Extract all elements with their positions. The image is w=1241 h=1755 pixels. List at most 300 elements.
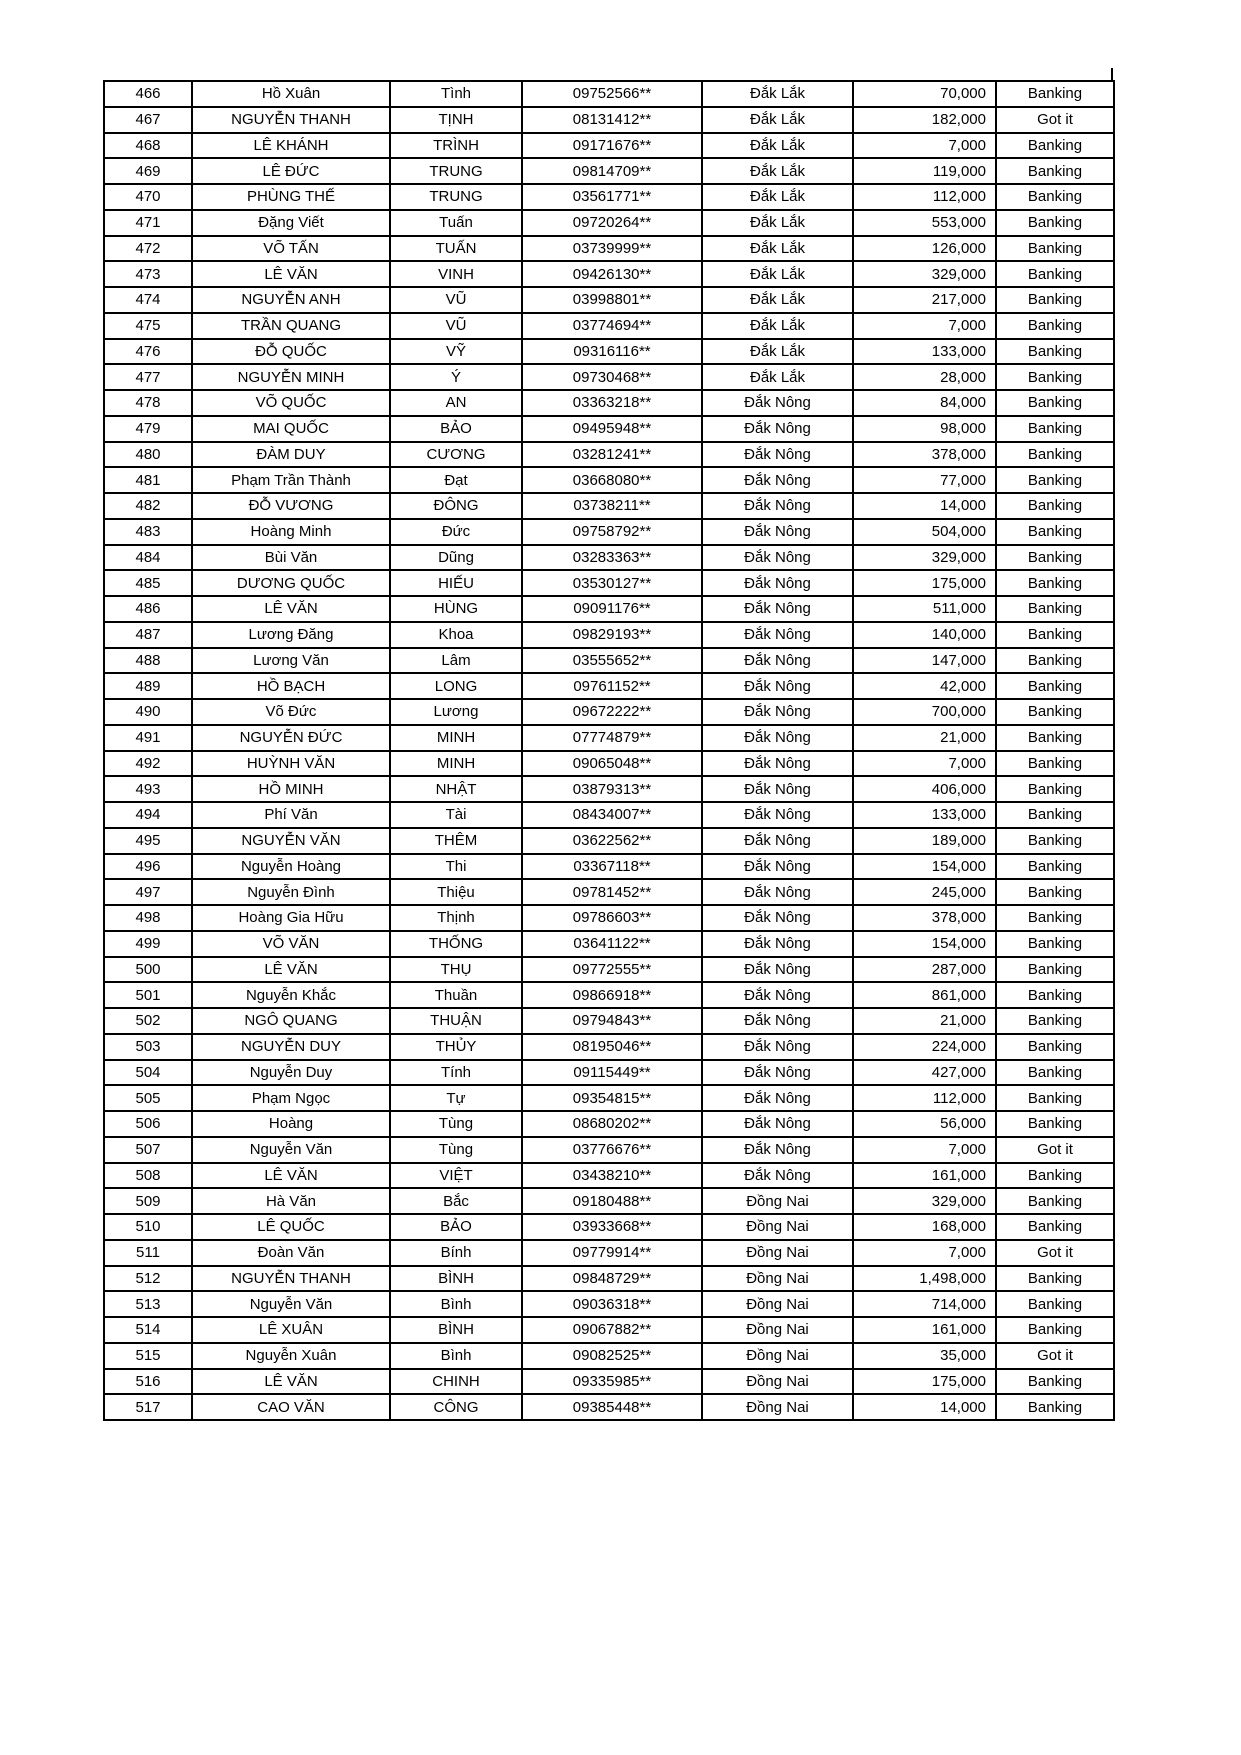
phone-masked-cell: 07774879** (522, 725, 702, 751)
province-cell: Đắk Nông (702, 699, 853, 725)
phone-masked-cell: 09385448** (522, 1394, 702, 1420)
amount-cell: 861,000 (853, 982, 996, 1008)
table-row (104, 1240, 1114, 1266)
row-number-cell: 508 (104, 1163, 192, 1189)
row-number-cell: 487 (104, 622, 192, 648)
row-number-cell: 500 (104, 957, 192, 983)
table-row (104, 545, 1114, 571)
amount-cell: 21,000 (853, 1008, 996, 1034)
given-name-cell: CÔNG (390, 1394, 522, 1420)
amount-cell: 77,000 (853, 467, 996, 493)
phone-masked-cell: 09495948** (522, 416, 702, 442)
table-row (104, 81, 1114, 107)
given-name-cell: Thi (390, 854, 522, 880)
province-cell: Đắk Nông (702, 751, 853, 777)
given-name-cell: VINH (390, 261, 522, 287)
payment-method-cell: Banking (996, 467, 1114, 493)
first-middle-name-cell: TRẦN QUANG (192, 313, 390, 339)
first-middle-name-cell: LÊ VĂN (192, 1163, 390, 1189)
payment-method-cell: Banking (996, 751, 1114, 777)
phone-masked-cell: 03438210** (522, 1163, 702, 1189)
phone-masked-cell: 09779914** (522, 1240, 702, 1266)
province-cell: Đắk Lắk (702, 81, 853, 107)
first-middle-name-cell: Hoàng (192, 1111, 390, 1137)
phone-masked-cell: 09171676** (522, 133, 702, 159)
phone-masked-cell: 09115449** (522, 1060, 702, 1086)
row-number-cell: 469 (104, 158, 192, 184)
table-row (104, 648, 1114, 674)
payment-method-cell: Banking (996, 905, 1114, 931)
given-name-cell: THUẬN (390, 1008, 522, 1034)
given-name-cell: Khoa (390, 622, 522, 648)
first-middle-name-cell: Đoàn Văn (192, 1240, 390, 1266)
amount-cell: 378,000 (853, 905, 996, 931)
given-name-cell: BÌNH (390, 1317, 522, 1343)
phone-masked-cell: 03668080** (522, 467, 702, 493)
given-name-cell: CHINH (390, 1369, 522, 1395)
phone-masked-cell: 03555652** (522, 648, 702, 674)
payment-method-cell: Banking (996, 133, 1114, 159)
phone-masked-cell: 09426130** (522, 261, 702, 287)
row-number-cell: 480 (104, 442, 192, 468)
payment-method-cell: Banking (996, 236, 1114, 262)
given-name-cell: THỦY (390, 1034, 522, 1060)
phone-masked-cell: 09829193** (522, 622, 702, 648)
province-cell: Đắk Lắk (702, 339, 853, 365)
row-number-cell: 491 (104, 725, 192, 751)
given-name-cell: Đạt (390, 467, 522, 493)
first-middle-name-cell: NGUYỄN THANH (192, 1266, 390, 1292)
first-middle-name-cell: VÕ TẤN (192, 236, 390, 262)
table-row (104, 107, 1114, 133)
first-middle-name-cell: VÕ QUỐC (192, 390, 390, 416)
row-number-cell: 512 (104, 1266, 192, 1292)
given-name-cell: AN (390, 390, 522, 416)
amount-cell: 714,000 (853, 1291, 996, 1317)
province-cell: Đồng Nai (702, 1214, 853, 1240)
amount-cell: 1,498,000 (853, 1266, 996, 1292)
given-name-cell: VŨ (390, 313, 522, 339)
phone-masked-cell: 08131412** (522, 107, 702, 133)
province-cell: Đắk Nông (702, 545, 853, 571)
table-row (104, 287, 1114, 313)
payment-method-cell: Banking (996, 1060, 1114, 1086)
first-middle-name-cell: Đặng Viết (192, 210, 390, 236)
phone-masked-cell: 09082525** (522, 1343, 702, 1369)
amount-cell: 427,000 (853, 1060, 996, 1086)
payment-method-cell: Banking (996, 1291, 1114, 1317)
table-row (104, 854, 1114, 880)
row-number-cell: 468 (104, 133, 192, 159)
province-cell: Đắk Lắk (702, 107, 853, 133)
row-number-cell: 493 (104, 776, 192, 802)
amount-cell: 98,000 (853, 416, 996, 442)
province-cell: Đắk Lắk (702, 158, 853, 184)
table-row (104, 1060, 1114, 1086)
table-row (104, 261, 1114, 287)
first-middle-name-cell: LÊ VĂN (192, 596, 390, 622)
payment-method-cell: Banking (996, 313, 1114, 339)
amount-cell: 147,000 (853, 648, 996, 674)
table-row (104, 957, 1114, 983)
table-body (104, 81, 1114, 1420)
province-cell: Đắk Nông (702, 1034, 853, 1060)
amount-cell: 161,000 (853, 1317, 996, 1343)
province-cell: Đắk Nông (702, 673, 853, 699)
phone-masked-cell: 03998801** (522, 287, 702, 313)
row-number-cell: 482 (104, 493, 192, 519)
amount-cell: 154,000 (853, 931, 996, 957)
amount-cell: 511,000 (853, 596, 996, 622)
table-row (104, 982, 1114, 1008)
given-name-cell: TỊNH (390, 107, 522, 133)
row-number-cell: 484 (104, 545, 192, 571)
amount-cell: 378,000 (853, 442, 996, 468)
table-row (104, 390, 1114, 416)
table-row (104, 1188, 1114, 1214)
payment-method-cell: Banking (996, 776, 1114, 802)
amount-cell: 42,000 (853, 673, 996, 699)
row-number-cell: 486 (104, 596, 192, 622)
phone-masked-cell: 03739999** (522, 236, 702, 262)
amount-cell: 245,000 (853, 879, 996, 905)
row-number-cell: 489 (104, 673, 192, 699)
province-cell: Đắk Nông (702, 905, 853, 931)
phone-masked-cell: 08195046** (522, 1034, 702, 1060)
payment-method-cell: Banking (996, 596, 1114, 622)
row-number-cell: 513 (104, 1291, 192, 1317)
province-cell: Đắk Nông (702, 1163, 853, 1189)
amount-cell: 7,000 (853, 133, 996, 159)
payment-method-cell: Banking (996, 1369, 1114, 1395)
payment-method-cell: Banking (996, 828, 1114, 854)
phone-masked-cell: 03363218** (522, 390, 702, 416)
table-row (104, 622, 1114, 648)
amount-cell: 35,000 (853, 1343, 996, 1369)
phone-masked-cell: 03281241** (522, 442, 702, 468)
payment-method-cell: Banking (996, 261, 1114, 287)
amount-cell: 182,000 (853, 107, 996, 133)
payment-method-cell: Banking (996, 287, 1114, 313)
table-row (104, 210, 1114, 236)
first-middle-name-cell: NGÔ QUANG (192, 1008, 390, 1034)
province-cell: Đắk Lắk (702, 236, 853, 262)
given-name-cell: THÊM (390, 828, 522, 854)
table-row (104, 776, 1114, 802)
province-cell: Đồng Nai (702, 1240, 853, 1266)
given-name-cell: THỐNG (390, 931, 522, 957)
first-middle-name-cell: Phạm Trần Thành (192, 467, 390, 493)
row-number-cell: 514 (104, 1317, 192, 1343)
province-cell: Đồng Nai (702, 1317, 853, 1343)
province-cell: Đắk Lắk (702, 287, 853, 313)
first-middle-name-cell: Phí Văn (192, 802, 390, 828)
amount-cell: 126,000 (853, 236, 996, 262)
given-name-cell: VỸ (390, 339, 522, 365)
payment-method-cell: Got it (996, 1343, 1114, 1369)
amount-cell: 504,000 (853, 519, 996, 545)
row-number-cell: 510 (104, 1214, 192, 1240)
phone-masked-cell: 09761152** (522, 673, 702, 699)
amount-cell: 133,000 (853, 802, 996, 828)
given-name-cell: VIỆT (390, 1163, 522, 1189)
amount-cell: 14,000 (853, 493, 996, 519)
row-number-cell: 499 (104, 931, 192, 957)
amount-cell: 189,000 (853, 828, 996, 854)
given-name-cell: Thuần (390, 982, 522, 1008)
table-row (104, 1034, 1114, 1060)
amount-cell: 112,000 (853, 1085, 996, 1111)
phone-masked-cell: 03622562** (522, 828, 702, 854)
province-cell: Đắk Nông (702, 467, 853, 493)
province-cell: Đắk Nông (702, 828, 853, 854)
row-number-cell: 497 (104, 879, 192, 905)
first-middle-name-cell: LÊ XUÂN (192, 1317, 390, 1343)
table-row (104, 1214, 1114, 1240)
table-row (104, 596, 1114, 622)
given-name-cell: MINH (390, 725, 522, 751)
payment-method-cell: Banking (996, 493, 1114, 519)
row-number-cell: 506 (104, 1111, 192, 1137)
province-cell: Đắk Nông (702, 1008, 853, 1034)
row-number-cell: 516 (104, 1369, 192, 1395)
province-cell: Đắk Nông (702, 931, 853, 957)
phone-masked-cell: 09794843** (522, 1008, 702, 1034)
province-cell: Đắk Nông (702, 957, 853, 983)
row-number-cell: 475 (104, 313, 192, 339)
phone-masked-cell: 09180488** (522, 1188, 702, 1214)
phone-masked-cell: 08680202** (522, 1111, 702, 1137)
payment-method-cell: Banking (996, 570, 1114, 596)
row-number-cell: 466 (104, 81, 192, 107)
payment-method-cell: Banking (996, 699, 1114, 725)
row-number-cell: 488 (104, 648, 192, 674)
province-cell: Đồng Nai (702, 1188, 853, 1214)
amount-cell: 21,000 (853, 725, 996, 751)
payment-method-cell: Banking (996, 158, 1114, 184)
phone-masked-cell: 09786603** (522, 905, 702, 931)
first-middle-name-cell: Nguyễn Đình (192, 879, 390, 905)
province-cell: Đắk Nông (702, 493, 853, 519)
amount-cell: 287,000 (853, 957, 996, 983)
phone-masked-cell: 03879313** (522, 776, 702, 802)
given-name-cell: Bình (390, 1291, 522, 1317)
province-cell: Đắk Lắk (702, 261, 853, 287)
province-cell: Đắk Nông (702, 596, 853, 622)
table-row (104, 1085, 1114, 1111)
phone-masked-cell: 09354815** (522, 1085, 702, 1111)
amount-cell: 700,000 (853, 699, 996, 725)
table-row (104, 570, 1114, 596)
amount-cell: 175,000 (853, 1369, 996, 1395)
first-middle-name-cell: NGUYỄN ĐỨC (192, 725, 390, 751)
phone-masked-cell: 03776676** (522, 1137, 702, 1163)
row-number-cell: 477 (104, 364, 192, 390)
table-row (104, 1291, 1114, 1317)
phone-masked-cell: 09065048** (522, 751, 702, 777)
phone-masked-cell: 09758792** (522, 519, 702, 545)
first-middle-name-cell: HỒ BẠCH (192, 673, 390, 699)
province-cell: Đắk Lắk (702, 184, 853, 210)
table-row (104, 493, 1114, 519)
given-name-cell: Bắc (390, 1188, 522, 1214)
given-name-cell: Dũng (390, 545, 522, 571)
first-middle-name-cell: Nguyễn Xuân (192, 1343, 390, 1369)
payment-method-cell: Banking (996, 1111, 1114, 1137)
row-number-cell: 494 (104, 802, 192, 828)
given-name-cell: ĐÔNG (390, 493, 522, 519)
table-row (104, 1317, 1114, 1343)
given-name-cell: CƯƠNG (390, 442, 522, 468)
payment-method-cell: Banking (996, 1317, 1114, 1343)
amount-cell: 112,000 (853, 184, 996, 210)
phone-masked-cell: 09781452** (522, 879, 702, 905)
given-name-cell: LONG (390, 673, 522, 699)
phone-masked-cell: 09730468** (522, 364, 702, 390)
row-number-cell: 517 (104, 1394, 192, 1420)
amount-cell: 133,000 (853, 339, 996, 365)
payment-method-cell: Got it (996, 1137, 1114, 1163)
province-cell: Đắk Nông (702, 1137, 853, 1163)
province-cell: Đồng Nai (702, 1266, 853, 1292)
row-number-cell: 515 (104, 1343, 192, 1369)
given-name-cell: THỤ (390, 957, 522, 983)
first-middle-name-cell: Nguyễn Khắc (192, 982, 390, 1008)
given-name-cell: BẢO (390, 416, 522, 442)
table-row (104, 1163, 1114, 1189)
given-name-cell: NHẬT (390, 776, 522, 802)
first-middle-name-cell: LÊ KHÁNH (192, 133, 390, 159)
table-row (104, 133, 1114, 159)
first-middle-name-cell: Bùi Văn (192, 545, 390, 571)
province-cell: Đồng Nai (702, 1343, 853, 1369)
first-middle-name-cell: Lương Văn (192, 648, 390, 674)
table-row (104, 673, 1114, 699)
province-cell: Đắk Nông (702, 854, 853, 880)
province-cell: Đắk Nông (702, 390, 853, 416)
table-row (104, 1266, 1114, 1292)
province-cell: Đồng Nai (702, 1291, 853, 1317)
row-number-cell: 470 (104, 184, 192, 210)
given-name-cell: Lương (390, 699, 522, 725)
first-middle-name-cell: DƯƠNG QUỐC (192, 570, 390, 596)
row-number-cell: 472 (104, 236, 192, 262)
amount-cell: 161,000 (853, 1163, 996, 1189)
row-number-cell: 507 (104, 1137, 192, 1163)
table-row (104, 802, 1114, 828)
phone-masked-cell: 03933668** (522, 1214, 702, 1240)
given-name-cell: TRUNG (390, 158, 522, 184)
payment-method-cell: Banking (996, 390, 1114, 416)
phone-masked-cell: 03561771** (522, 184, 702, 210)
phone-masked-cell: 09316116** (522, 339, 702, 365)
phone-masked-cell: 09866918** (522, 982, 702, 1008)
payment-method-cell: Banking (996, 442, 1114, 468)
amount-cell: 553,000 (853, 210, 996, 236)
payment-method-cell: Banking (996, 81, 1114, 107)
payment-method-cell: Banking (996, 802, 1114, 828)
first-middle-name-cell: Hoàng Gia Hữu (192, 905, 390, 931)
phone-masked-cell: 03738211** (522, 493, 702, 519)
given-name-cell: Thịnh (390, 905, 522, 931)
phone-masked-cell: 09814709** (522, 158, 702, 184)
given-name-cell: TRUNG (390, 184, 522, 210)
table-row (104, 1111, 1114, 1137)
payment-method-cell: Banking (996, 184, 1114, 210)
first-middle-name-cell: MAI QUỐC (192, 416, 390, 442)
row-number-cell: 505 (104, 1085, 192, 1111)
amount-cell: 56,000 (853, 1111, 996, 1137)
amount-cell: 329,000 (853, 1188, 996, 1214)
payment-method-cell: Banking (996, 673, 1114, 699)
table-row (104, 725, 1114, 751)
province-cell: Đắk Nông (702, 416, 853, 442)
payment-method-cell: Banking (996, 1163, 1114, 1189)
province-cell: Đắk Nông (702, 442, 853, 468)
first-middle-name-cell: ĐÀM DUY (192, 442, 390, 468)
first-middle-name-cell: Nguyễn Văn (192, 1291, 390, 1317)
phone-masked-cell: 09067882** (522, 1317, 702, 1343)
phone-masked-cell: 09672222** (522, 699, 702, 725)
payment-method-cell: Got it (996, 1240, 1114, 1266)
first-middle-name-cell: Hồ Xuân (192, 81, 390, 107)
table-row (104, 236, 1114, 262)
province-cell: Đắk Nông (702, 776, 853, 802)
payment-method-cell: Banking (996, 1085, 1114, 1111)
province-cell: Đắk Lắk (702, 133, 853, 159)
first-middle-name-cell: LÊ ĐỨC (192, 158, 390, 184)
amount-cell: 84,000 (853, 390, 996, 416)
payment-method-cell: Got it (996, 107, 1114, 133)
province-cell: Đắk Lắk (702, 210, 853, 236)
amount-cell: 168,000 (853, 1214, 996, 1240)
amount-cell: 7,000 (853, 1137, 996, 1163)
given-name-cell: Bính (390, 1240, 522, 1266)
first-middle-name-cell: ĐỖ QUỐC (192, 339, 390, 365)
payment-method-cell: Banking (996, 622, 1114, 648)
row-number-cell: 476 (104, 339, 192, 365)
table-row (104, 416, 1114, 442)
given-name-cell: MINH (390, 751, 522, 777)
first-middle-name-cell: NGUYỄN THANH (192, 107, 390, 133)
table-row (104, 339, 1114, 365)
phone-masked-cell: 09091176** (522, 596, 702, 622)
table-row (104, 442, 1114, 468)
payment-method-cell: Banking (996, 416, 1114, 442)
first-middle-name-cell: HỒ MINH (192, 776, 390, 802)
given-name-cell: Lâm (390, 648, 522, 674)
given-name-cell: Tình (390, 81, 522, 107)
amount-cell: 7,000 (853, 751, 996, 777)
table-row (104, 1008, 1114, 1034)
table-row (104, 184, 1114, 210)
phone-masked-cell: 09772555** (522, 957, 702, 983)
table-row (104, 313, 1114, 339)
row-number-cell: 483 (104, 519, 192, 545)
province-cell: Đắk Nông (702, 648, 853, 674)
payment-method-cell: Banking (996, 931, 1114, 957)
row-number-cell: 492 (104, 751, 192, 777)
first-middle-name-cell: LÊ QUỐC (192, 1214, 390, 1240)
province-cell: Đắk Lắk (702, 313, 853, 339)
first-middle-name-cell: NGUYỄN DUY (192, 1034, 390, 1060)
first-middle-name-cell: HUỲNH VĂN (192, 751, 390, 777)
given-name-cell: Bình (390, 1343, 522, 1369)
phone-masked-cell: 03774694** (522, 313, 702, 339)
first-middle-name-cell: Hoàng Minh (192, 519, 390, 545)
table-row (104, 1137, 1114, 1163)
amount-cell: 406,000 (853, 776, 996, 802)
